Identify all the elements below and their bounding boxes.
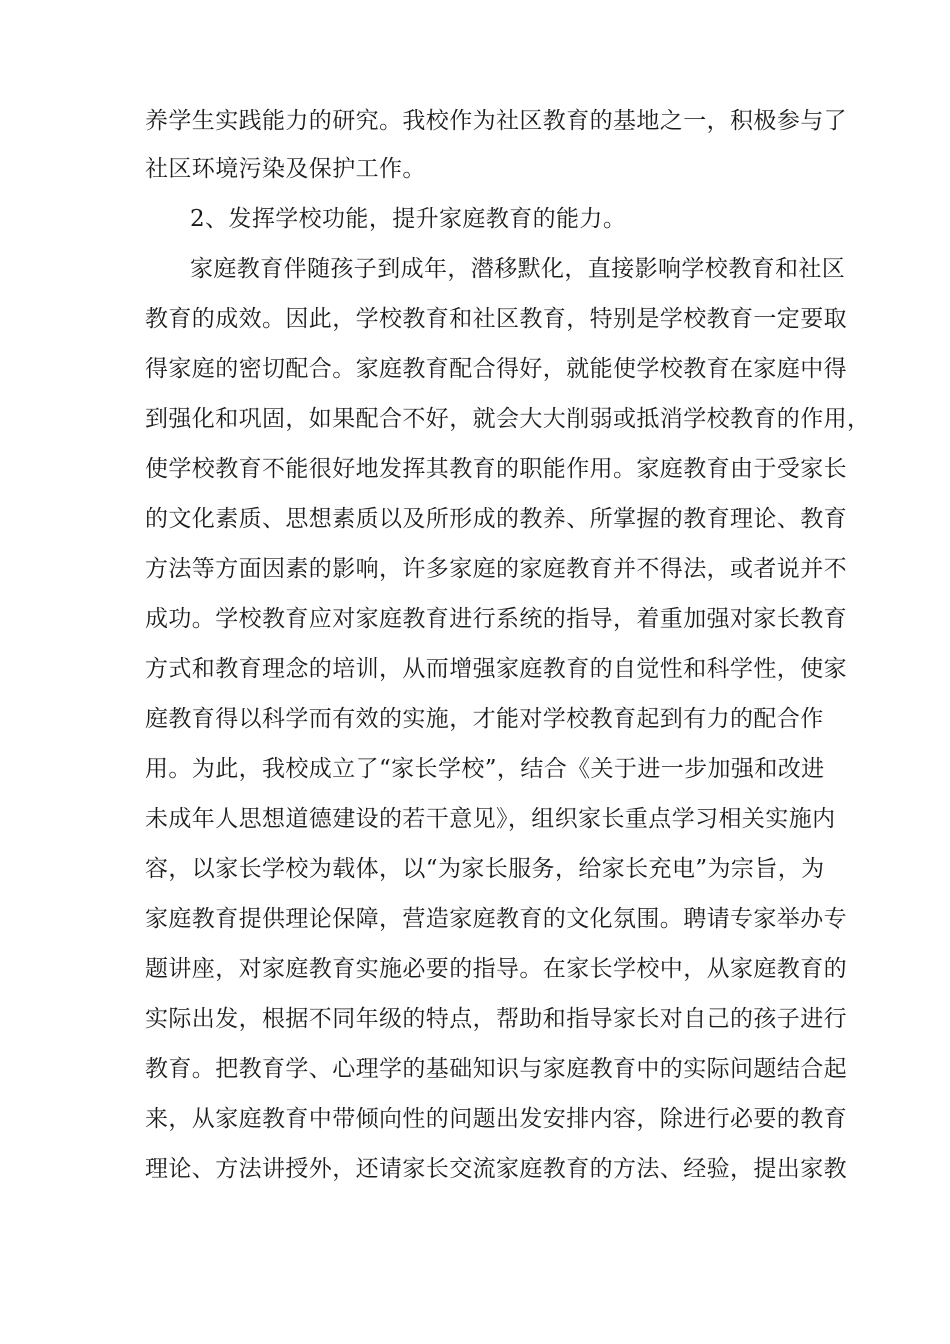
text-line: 容，以家长学校为载体，以“为家长服务，给家长充电”为宗旨，为 — [145, 856, 825, 882]
text-line: 方法等方面因素的影响，许多家庭的家庭教育并不得法，或者说并不 — [145, 556, 847, 582]
section-heading: 2、发挥学校功能，提升家庭教育的能力。 — [190, 206, 627, 232]
text-line: 用。为此，我校成立了“家长学校”，结合《关于进一步加强和改进 — [145, 756, 825, 782]
text-line: 成功。学校教育应对家庭教育进行系统的指导，着重加强对家长教育 — [145, 606, 847, 632]
text-line: 养学生实践能力的研究。我校作为社区教育的基地之一，积极参与了 — [145, 108, 847, 134]
text-line: 家庭教育提供理论保障，营造家庭教育的文化氛围。聘请专家举办专 — [145, 906, 847, 932]
text-line: 来，从家庭教育中带倾向性的问题出发安排内容，除进行必要的教育 — [145, 1106, 847, 1132]
text-line: 教育的成效。因此，学校教育和社区教育，特别是学校教育一定要取 — [145, 306, 847, 332]
text-line: 庭教育得以科学而有效的实施，才能对学校教育起到有力的配合作 — [145, 706, 824, 732]
text-line: 题讲座，对家庭教育实施必要的指导。在家长学校中，从家庭教育的 — [145, 956, 847, 982]
text-line: 的文化素质、思想素质以及所形成的教养、所掌握的教育理论、教育 — [145, 506, 847, 532]
text-line: 实际出发，根据不同年级的特点，帮助和指导家长对自己的孩子进行 — [145, 1006, 847, 1032]
text-line: 得家庭的密切配合。家庭教育配合得好，就能使学校教育在家庭中得 — [145, 356, 847, 382]
text-line: 社区环境污染及保护工作。 — [145, 156, 426, 182]
text-line: 理论、方法讲授外，还请家长交流家庭教育的方法、经验，提出家教 — [145, 1156, 847, 1182]
text-line: 教育。把教育学、心理学的基础知识与家庭教育中的实际问题结合起 — [145, 1056, 847, 1082]
text-line: 未成年人思想道德建设的若干意见》，组织家长重点学习相关实施内 — [145, 806, 836, 832]
text-line: 使学校教育不能很好地发挥其教育的职能作用。家庭教育由于受家长 — [145, 456, 847, 482]
paragraph-first-line: 家庭教育伴随孩子到成年，潜移默化，直接影响学校教育和社区 — [190, 256, 846, 282]
text-line: 到强化和巩固，如果配合不好，就会大大削弱或抵消学校教育的作用， — [145, 406, 871, 432]
text-line: 方式和教育理念的培训，从而增强家庭教育的自觉性和科学性，使家 — [145, 656, 847, 682]
